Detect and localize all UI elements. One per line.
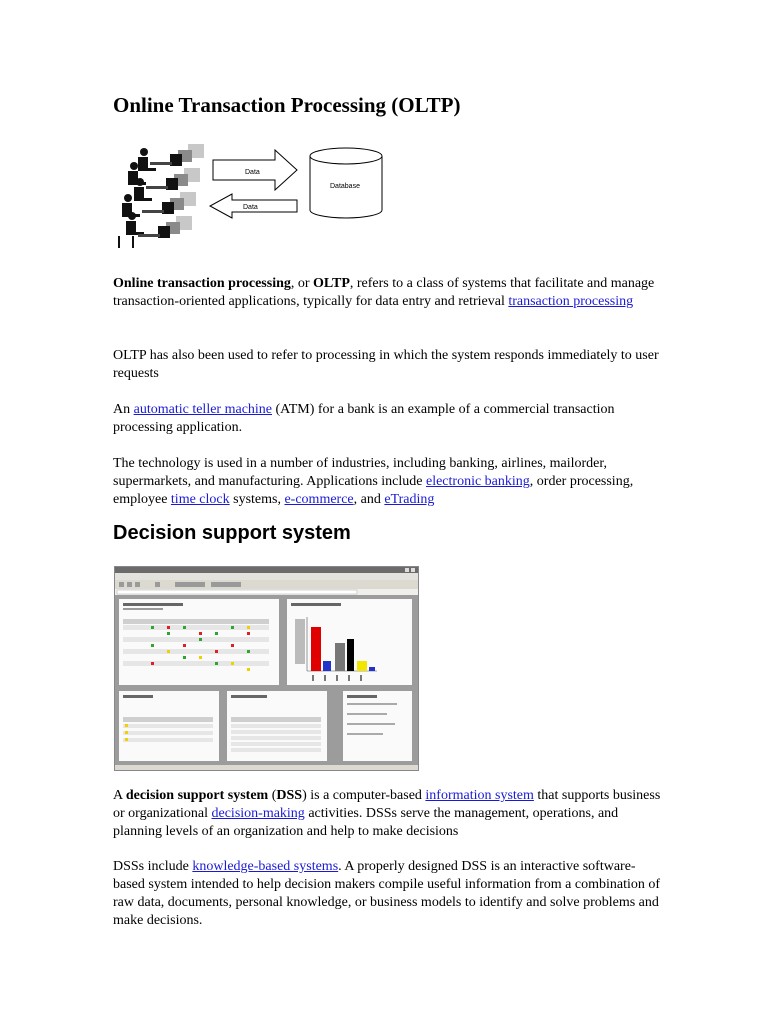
arrow-bottom-label: Data	[243, 204, 258, 211]
dss-bar-gray	[335, 643, 345, 671]
link-etrading[interactable]: eTrading	[384, 492, 435, 507]
link-decision-making[interactable]: decision-making	[211, 806, 305, 821]
dss-screenshot-graphic	[115, 567, 419, 771]
link-e-commerce[interactable]: e-commerce	[284, 492, 354, 507]
dss-bar-red	[311, 627, 321, 671]
paragraph-dss-definition: A decision support system (DSS) is a computer-based information system that supports business or organizational decision-making activities. DSSs serve the management, operations, and planning levels of an organization and help to make decisions	[113, 788, 661, 839]
users-at-terminals-image	[118, 144, 204, 248]
link-electronic-banking[interactable]: electronic banking	[425, 474, 530, 489]
database-label: Database	[330, 183, 360, 190]
link-information-system[interactable]: information system	[425, 788, 534, 803]
paragraph-technology: The technology is used in a number of industries, including banking, airlines, mailorder, supermarkets, and manufacturing. Applications include electronic banking, order processing, employee time clock systems, e-commerce, and eTrading	[113, 456, 634, 507]
dss-bar-black	[347, 639, 354, 671]
paragraph-oltp-definition: Online transaction processing, or OLTP, refers to a class of systems that facilitate and manage transaction-oriented applications, typically for data entry and retrieval transaction processing	[113, 276, 655, 309]
arrow-top-label: Data	[245, 169, 260, 176]
dss-bar-blue	[323, 661, 331, 671]
link-time-clock[interactable]: time clock	[170, 492, 230, 507]
page-title-oltp: Online Transaction Processing (OLTP)	[113, 93, 461, 117]
oltp-diagram	[110, 140, 390, 252]
link-transaction-processing[interactable]: transaction processing	[508, 294, 634, 309]
database-cylinder-icon	[310, 148, 382, 218]
dss-bar-yellow	[357, 661, 367, 671]
dss-screenshot-image	[114, 566, 419, 771]
dss-bar-blue-small	[369, 667, 375, 671]
paragraph-dss-knowledge: DSSs include knowledge-based systems. A properly designed DSS is an interactive software-based system intended to help decision makers compile useful information from a combination of raw data, documents, personal knowledge, or business models to identify and solve problems and make decisions.	[113, 859, 661, 928]
link-automatic-teller-machine[interactable]: automatic teller machine	[133, 402, 273, 417]
section-title-dss: Decision support system	[113, 522, 351, 544]
link-knowledge-based-systems[interactable]: knowledge-based systems	[192, 859, 339, 874]
arrow-right-data	[213, 150, 297, 190]
paragraph-oltp-responds: OLTP has also been used to refer to processing in which the system responds immediately to user requests	[113, 348, 659, 381]
arrow-left-data	[210, 194, 297, 218]
paragraph-atm: An automatic teller machine (ATM) for a bank is an example of a commercial transaction processing application.	[113, 402, 615, 435]
